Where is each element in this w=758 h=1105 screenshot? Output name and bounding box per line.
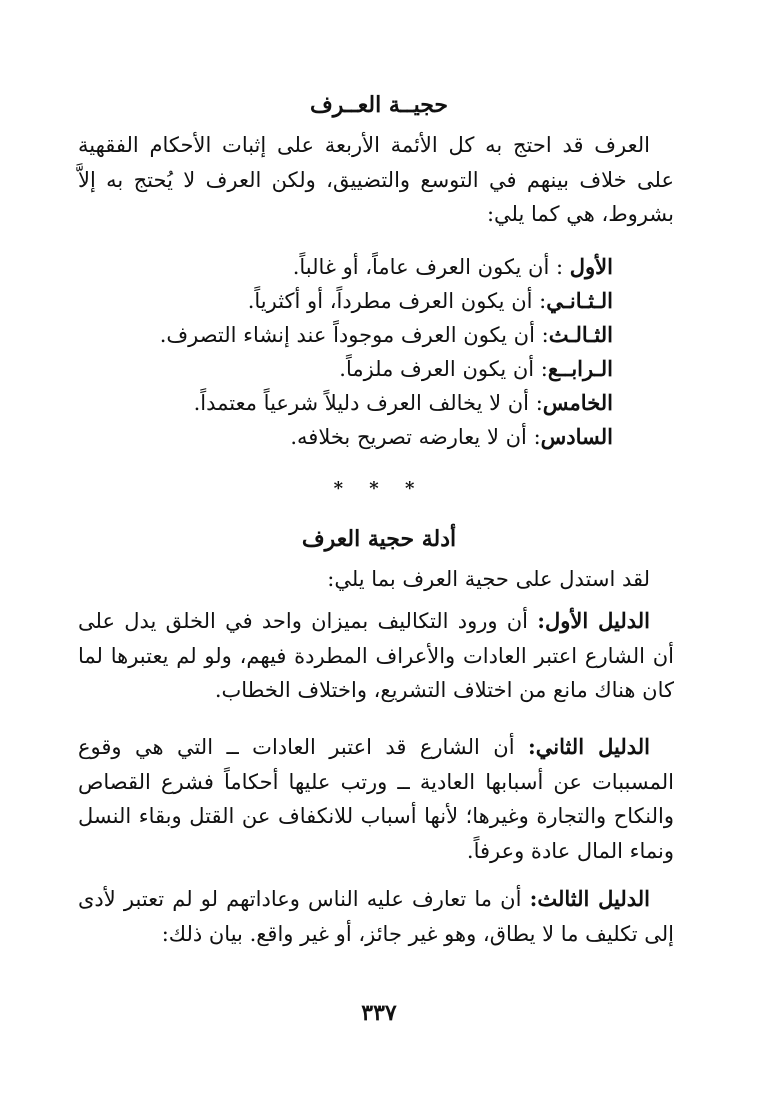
condition-item-5 [194,386,613,420]
evidences-intro [78,562,674,597]
condition-label: السادس [540,424,613,449]
section-title-urf-authority: حجيــة العــرف [309,92,449,118]
condition-sep: : [540,357,548,381]
evidence-text: أن الشارع قد اعتبر العادات ــ التي هي وقوع المسببات عن أسبابها العادية ــ ورتب عليها أحكاماً فشرع القصاص والنكاح والتجارة وغيرها؛ لأنها أسباب للانكفاف عن القتل وبقاء النسل ونماء المال عادة وعرفاً. [78,735,674,863]
page-number: ٣٣٧ [361,1000,397,1026]
condition-text: أن يكون العرف عاماً، أو غالباً. [292,255,550,279]
intro-text: العرف قد احتج به كل الأئمة الأربعة على إثبات الأحكام الفقهية على خلاف بينهم في التوسع والتضييق، ولكن العرف لا يُحتج به إلاَّ بشروط، هي كما يلي: [78,133,674,226]
section-separator: * * * [333,478,425,499]
evidence-text: أن ما تعارف عليه الناس وعاداتهم لو لم تعتبر لأدى إلى تكليف ما لا يطاق، وهو غير جائز، أو غير واقع. بيان ذلك: [78,887,674,946]
condition-label: الخامس [542,390,613,415]
condition-item-4 [339,352,613,386]
condition-item-1 [293,250,613,284]
condition-sep: : [533,425,541,449]
condition-text: أن لا يخالف العرف دليلاً شرعياً معتمداً. [193,391,530,415]
section-title-evidences: أدلة حجية العرف [301,526,457,552]
evidence-label: الدليل الثاني: [527,734,650,759]
condition-text: أن يكون العرف ملزماً. [339,357,535,381]
condition-label: الأول [569,254,613,279]
evidence-paragraph-1 [78,604,674,708]
condition-label: الـثـانـي [546,288,613,313]
intro-paragraph [78,128,674,232]
evidence-label: الدليل الأول: [537,608,650,633]
condition-item-2 [248,284,613,318]
evidence-paragraph-2 [78,730,674,868]
condition-item-6 [290,420,613,454]
condition-sep: : [539,289,547,313]
evidences-intro-text: لقد استدل على حجية العرف بما يلي: [327,567,650,591]
evidence-text: أن ورود التكاليف بميزان واحد في الخلق يدل على أن الشارع اعتبر العادات والأعراف المطردة فيهم، ولو لم يعتبرها لما كان هناك مانع من اختلاف التشريع، واختلاف الخطاب. [78,609,674,702]
condition-text: أن يكون العرف موجوداً عند إنشاء التصرف. [159,323,535,347]
condition-label: الـرابــع [547,356,613,381]
evidence-label: الدليل الثالث: [529,886,650,911]
evidence-paragraph-3 [78,882,674,951]
condition-item-3 [160,318,613,352]
condition-text: أن يكون العرف مطرداً، أو أكثرياً. [247,289,533,313]
condition-sep: : [541,323,549,347]
condition-sep: : [535,391,543,415]
condition-text: أن لا يعارضه تصريح بخلافه. [290,425,527,449]
condition-sep: : [556,255,570,279]
condition-label: الثـالـث [548,322,613,347]
